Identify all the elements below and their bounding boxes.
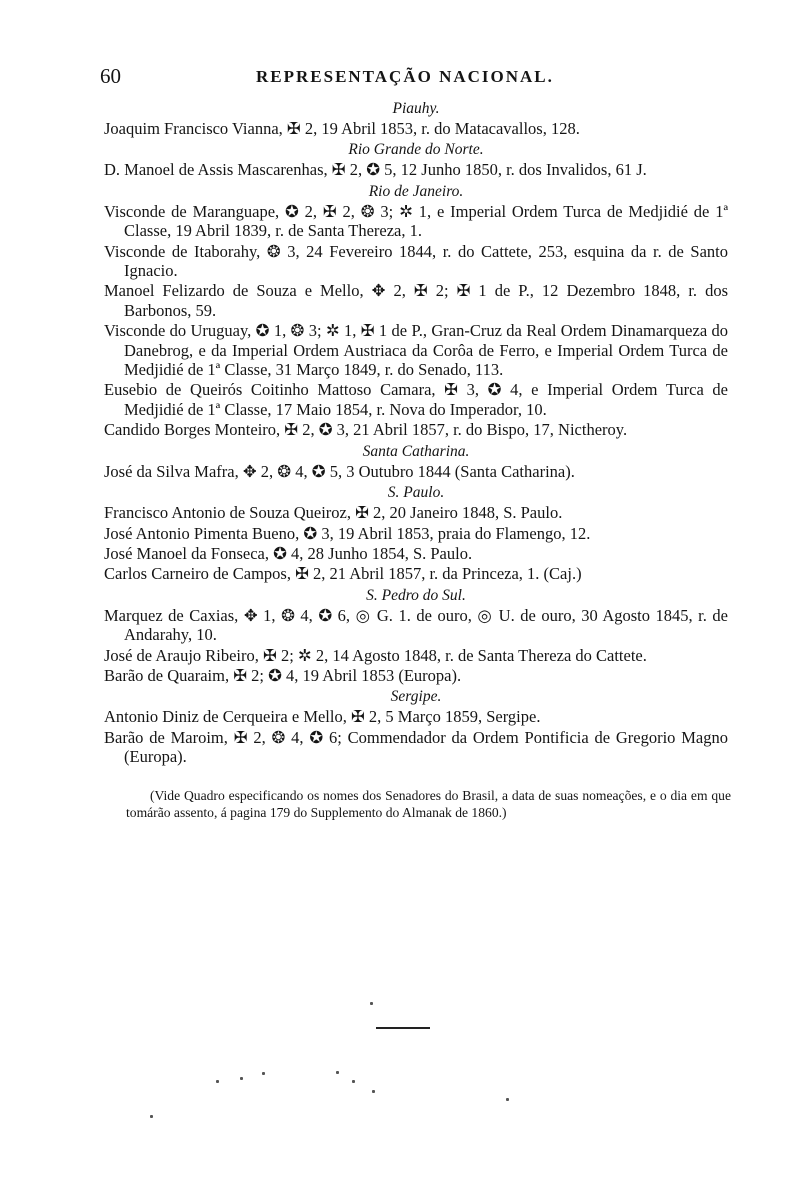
- list-item: Visconde do Uruguay, ✪ 1, ❂ 3; ✲ 1, ✠ 1 de P., Gran-Cruz da Real Ordem Dinamarqueza do Danebrog, e da Imperial Ordem Austriaca da Corôa de Ferro, e Imperial Ordem Turca de Medjidié de 1ª Classe, 31 Março 1849, r. do Senado, 113.: [104, 321, 728, 380]
- print-speck: [372, 1090, 375, 1093]
- print-speck: [370, 1002, 373, 1005]
- list-item: Eusebio de Queirós Coitinho Mattoso Camara, ✠ 3, ✪ 4, e Imperial Ordem Turca de Medjidié de 1ª Classe, 17 Maio 1854, r. Nova do Imperador, 10.: [104, 380, 728, 419]
- list-item: D. Manoel de Assis Mascarenhas, ✠ 2, ✪ 5, 12 Junho 1850, r. dos Invalidos, 61 J.: [104, 160, 647, 180]
- section-santa-catharina: [104, 441, 728, 481]
- page-number: 60: [100, 64, 121, 88]
- print-speck: [506, 1098, 509, 1101]
- list-item: Candido Borges Monteiro, ✠ 2, ✪ 3, 21 Abril 1857, r. do Bispo, 17, Nictheroy.: [104, 420, 628, 440]
- list-item: José Antonio Pimenta Bueno, ✪ 3, 19 Abril 1853, praia do Flamengo, 12.: [104, 523, 591, 543]
- section-title: Santa Catharina.: [362, 442, 470, 460]
- section-piauhy: [104, 98, 728, 138]
- list-item: Barão de Maroim, ✠ 2, ❂ 4, ✪ 6; Commendador da Ordem Pontificia de Gregorio Magno (Europa).: [104, 727, 728, 767]
- section-rio-grande-do-norte: [104, 139, 728, 179]
- list-item: Manoel Felizardo de Souza e Mello, ✥ 2, ✠ 2; ✠ 1 de P., 12 Dezembro 1848, r. dos Barbonos, 59.: [104, 281, 728, 320]
- section-title: S. Paulo.: [387, 484, 445, 502]
- section-title: S. Pedro do Sul.: [366, 586, 466, 604]
- print-speck: [352, 1080, 355, 1083]
- section-s-pedro-do-sul: [104, 585, 728, 686]
- section-title: Piauhy.: [392, 100, 440, 117]
- page-header: [100, 64, 740, 92]
- section-sergipe: [104, 686, 728, 766]
- list-item: Joaquim Francisco Vianna, ✠ 2, 19 Abril 1853, r. do Matacavallos, 128.: [104, 119, 580, 138]
- list-item: Marquez de Caxias, ✥ 1, ❂ 4, ✪ 6, ◎ G. 1. de ouro, ◎ U. de ouro, 30 Agosto 1845, r. de Andarahy, 10.: [104, 605, 728, 645]
- section-title: Sergipe.: [390, 688, 442, 706]
- list-item: Visconde de Itaborahy, ❂ 3, 24 Fevereiro 1844, r. do Cattete, 253, esquina da r. de Santo Ignacio.: [104, 241, 728, 281]
- print-speck: [150, 1115, 153, 1118]
- list-item: José Manoel da Fonseca, ✪ 4, 28 Junho 1854, S. Paulo.: [104, 543, 473, 563]
- print-speck: [216, 1080, 219, 1083]
- section-s-paulo: [104, 482, 728, 584]
- list-item: Antonio Diniz de Cerqueira e Mello, ✠ 2, 5 Março 1859, Sergipe.: [104, 707, 541, 727]
- section-title: Rio de Janeiro.: [368, 182, 464, 200]
- section-rio-de-janeiro: [104, 181, 728, 440]
- footnote: (Vide Quadro especificando os nomes dos Senadores do Brasil, a data de suas nomeações, e o dia em que tomárão assento, á pagina 179 do Supplemento do Almanak de 1860.): [126, 787, 731, 821]
- print-speck: [240, 1077, 243, 1080]
- list-item: José da Silva Mafra, ✥ 2, ❂ 4, ✪ 5, 3 Outubro 1844 (Santa Catharina).: [104, 461, 575, 481]
- section-title: Rio Grande do Norte.: [348, 141, 484, 159]
- list-item: Carlos Carneiro de Campos, ✠ 2, 21 Abril 1857, r. da Princeza, 1. (Caj.): [104, 564, 582, 584]
- senator-list: [104, 98, 731, 822]
- print-speck: [262, 1072, 265, 1075]
- closing-rule: [376, 1027, 430, 1029]
- list-item: Visconde de Maranguape, ✪ 2, ✠ 2, ❂ 3; ✲ 1, e Imperial Ordem Turca de Medjidié de 1ª Classe, 19 Abril 1839, r. de Santa Thereza, 1.: [104, 201, 728, 241]
- list-item: Francisco Antonio de Souza Queiroz, ✠ 2, 20 Janeiro 1848, S. Paulo.: [104, 503, 563, 523]
- print-speck: [336, 1071, 339, 1074]
- list-item: Barão de Quaraim, ✠ 2; ✪ 4, 19 Abril 1853 (Europa).: [104, 665, 462, 685]
- running-title: REPRESENTAÇÃO NACIONAL.: [256, 67, 554, 86]
- list-item: José de Araujo Ribeiro, ✠ 2; ✲ 2, 14 Agosto 1848, r. de Santa Thereza do Cattete.: [104, 645, 647, 665]
